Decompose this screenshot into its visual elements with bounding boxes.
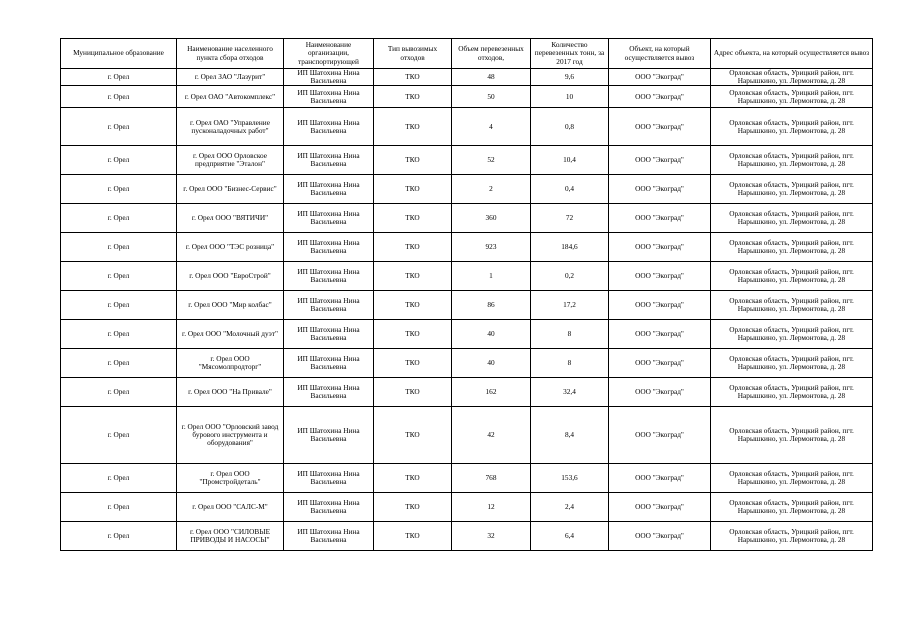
cell-tons: 10,4 <box>531 146 609 175</box>
cell-destination-object: ООО "Экоград" <box>609 291 711 320</box>
cell-waste-type: ТКО <box>374 291 452 320</box>
cell-transport-org: ИП Шатохина Нина Васильевна <box>284 86 374 108</box>
table-header-row <box>61 39 873 69</box>
cell-transport-org: ИП Шатохина Нина Васильевна <box>284 146 374 175</box>
cell-tons: 72 <box>531 204 609 233</box>
cell-waste-type: ТКО <box>374 493 452 522</box>
cell-waste-type: ТКО <box>374 69 452 86</box>
cell-volume: 4 <box>452 108 531 146</box>
cell-collection-place: г. Орел ООО "САЛС-М" <box>177 493 284 522</box>
cell-tons: 0,4 <box>531 175 609 204</box>
cell-volume: 52 <box>452 146 531 175</box>
cell-tons: 8,4 <box>531 407 609 464</box>
cell-transport-org: ИП Шатохина Нина Васильевна <box>284 349 374 378</box>
cell-municipality: г. Орел <box>61 86 177 108</box>
cell-destination-object: ООО "Экоград" <box>609 69 711 86</box>
cell-destination-address: Орловская область, Урицкий район, пгт. Нарышкино, ул. Лермонтова, д. 28 <box>711 262 873 291</box>
cell-municipality: г. Орел <box>61 522 177 551</box>
cell-collection-place: г. Орел ОАО "Автокомплекс" <box>177 86 284 108</box>
cell-municipality: г. Орел <box>61 175 177 204</box>
table-row <box>61 349 873 378</box>
cell-destination-object: ООО "Экоград" <box>609 522 711 551</box>
cell-municipality: г. Орел <box>61 69 177 86</box>
cell-municipality: г. Орел <box>61 146 177 175</box>
cell-destination-object: ООО "Экоград" <box>609 349 711 378</box>
cell-volume: 48 <box>452 69 531 86</box>
cell-transport-org: ИП Шатохина Нина Васильевна <box>284 204 374 233</box>
cell-destination-object: ООО "Экоград" <box>609 320 711 349</box>
table-row <box>61 233 873 262</box>
cell-tons: 2,4 <box>531 493 609 522</box>
table-row <box>61 108 873 146</box>
cell-destination-object: ООО "Экоград" <box>609 204 711 233</box>
cell-municipality: г. Орел <box>61 493 177 522</box>
cell-waste-type: ТКО <box>374 378 452 407</box>
header-waste-type: Тип вывозимых отходов <box>374 39 452 69</box>
cell-collection-place: г. Орел ООО "Бизнес-Сервис" <box>177 175 284 204</box>
cell-collection-place: г. Орел ООО "Промстройдеталь" <box>177 464 284 493</box>
cell-transport-org: ИП Шатохина Нина Васильевна <box>284 233 374 262</box>
cell-collection-place: г. Орел ООО "Молочный дуэт" <box>177 320 284 349</box>
cell-destination-object: ООО "Экоград" <box>609 262 711 291</box>
cell-tons: 0,8 <box>531 108 609 146</box>
cell-waste-type: ТКО <box>374 464 452 493</box>
cell-collection-place: г. Орел ООО "ТЭС розница" <box>177 233 284 262</box>
table-row <box>61 464 873 493</box>
cell-waste-type: ТКО <box>374 407 452 464</box>
table-row <box>61 69 873 86</box>
cell-transport-org: ИП Шатохина Нина Васильевна <box>284 407 374 464</box>
header-destination-address: Адрес объекта, на который осуществляется вывоз <box>711 39 873 69</box>
cell-waste-type: ТКО <box>374 204 452 233</box>
cell-collection-place: г. Орел ООО "Орловский завод бурового инструмента и оборудования" <box>177 407 284 464</box>
cell-destination-object: ООО "Экоград" <box>609 464 711 493</box>
cell-destination-address: Орловская область, Урицкий район, пгт. Нарышкино, ул. Лермонтова, д. 28 <box>711 233 873 262</box>
table-row <box>61 320 873 349</box>
cell-destination-address: Орловская область, Урицкий район, пгт. Нарышкино, ул. Лермонтова, д. 28 <box>711 86 873 108</box>
cell-tons: 9,6 <box>531 69 609 86</box>
cell-volume: 40 <box>452 320 531 349</box>
cell-destination-address: Орловская область, Урицкий район, пгт. Нарышкино, ул. Лермонтова, д. 28 <box>711 291 873 320</box>
cell-waste-type: ТКО <box>374 175 452 204</box>
cell-waste-type: ТКО <box>374 233 452 262</box>
cell-volume: 768 <box>452 464 531 493</box>
cell-volume: 1 <box>452 262 531 291</box>
cell-collection-place: г. Орел ООО "ВЯТИЧИ" <box>177 204 284 233</box>
cell-waste-type: ТКО <box>374 349 452 378</box>
table-row <box>61 522 873 551</box>
cell-waste-type: ТКО <box>374 262 452 291</box>
cell-transport-org: ИП Шатохина Нина Васильевна <box>284 291 374 320</box>
cell-destination-address: Орловская область, Урицкий район, пгт. Нарышкино, ул. Лермонтова, д. 28 <box>711 522 873 551</box>
cell-collection-place: г. Орел ЗАО "Лазурит" <box>177 69 284 86</box>
cell-municipality: г. Орел <box>61 262 177 291</box>
cell-destination-address: Орловская область, Урицкий район, пгт. Нарышкино, ул. Лермонтова, д. 28 <box>711 204 873 233</box>
cell-destination-address: Орловская область, Урицкий район, пгт. Нарышкино, ул. Лермонтова, д. 28 <box>711 69 873 86</box>
cell-waste-type: ТКО <box>374 86 452 108</box>
cell-transport-org: ИП Шатохина Нина Васильевна <box>284 493 374 522</box>
cell-destination-object: ООО "Экоград" <box>609 86 711 108</box>
cell-destination-object: ООО "Экоград" <box>609 233 711 262</box>
cell-municipality: г. Орел <box>61 233 177 262</box>
cell-destination-object: ООО "Экоград" <box>609 175 711 204</box>
cell-volume: 32 <box>452 522 531 551</box>
cell-collection-place: г. Орел ООО Орловское предприятие "Эталон" <box>177 146 284 175</box>
cell-municipality: г. Орел <box>61 378 177 407</box>
cell-tons: 6,4 <box>531 522 609 551</box>
cell-transport-org: ИП Шатохина Нина Васильевна <box>284 378 374 407</box>
table-row <box>61 291 873 320</box>
cell-volume: 923 <box>452 233 531 262</box>
cell-municipality: г. Орел <box>61 204 177 233</box>
cell-transport-org: ИП Шатохина Нина Васильевна <box>284 320 374 349</box>
cell-destination-address: Орловская область, Урицкий район, пгт. Нарышкино, ул. Лермонтова, д. 28 <box>711 464 873 493</box>
header-destination-object: Объект, на который осуществляется вывоз <box>609 39 711 69</box>
table-row <box>61 407 873 464</box>
table-row <box>61 493 873 522</box>
cell-destination-object: ООО "Экоград" <box>609 407 711 464</box>
table-row <box>61 378 873 407</box>
cell-municipality: г. Орел <box>61 407 177 464</box>
cell-collection-place: г. Орел ООО "Мир колбас" <box>177 291 284 320</box>
cell-volume: 162 <box>452 378 531 407</box>
header-transport-org: Наименование организации, транспортирующей <box>284 39 374 69</box>
cell-destination-address: Орловская область, Урицкий район, пгт. Нарышкино, ул. Лермонтова, д. 28 <box>711 175 873 204</box>
cell-tons: 17,2 <box>531 291 609 320</box>
cell-volume: 2 <box>452 175 531 204</box>
cell-destination-address: Орловская область, Урицкий район, пгт. Нарышкино, ул. Лермонтова, д. 28 <box>711 146 873 175</box>
cell-transport-org: ИП Шатохина Нина Васильевна <box>284 69 374 86</box>
cell-municipality: г. Орел <box>61 349 177 378</box>
cell-municipality: г. Орел <box>61 464 177 493</box>
cell-volume: 360 <box>452 204 531 233</box>
header-collection-place: Наименование населенного пункта сбора отходов <box>177 39 284 69</box>
cell-collection-place: г. Орел ООО "На Привале" <box>177 378 284 407</box>
cell-transport-org: ИП Шатохина Нина Васильевна <box>284 262 374 291</box>
cell-municipality: г. Орел <box>61 291 177 320</box>
cell-volume: 42 <box>452 407 531 464</box>
cell-transport-org: ИП Шатохина Нина Васильевна <box>284 108 374 146</box>
cell-destination-object: ООО "Экоград" <box>609 146 711 175</box>
cell-volume: 50 <box>452 86 531 108</box>
cell-collection-place: г. Орел ООО "Мясомолпродторг" <box>177 349 284 378</box>
cell-waste-type: ТКО <box>374 108 452 146</box>
cell-transport-org: ИП Шатохина Нина Васильевна <box>284 522 374 551</box>
table-row <box>61 204 873 233</box>
cell-collection-place: г. Орел ООО "СИЛОВЫЕ ПРИВОДЫ И НАСОСЫ" <box>177 522 284 551</box>
header-municipality: Муниципальное образование <box>61 39 177 69</box>
cell-tons: 8 <box>531 320 609 349</box>
cell-destination-address: Орловская область, Урицкий район, пгт. Нарышкино, ул. Лермонтова, д. 28 <box>711 378 873 407</box>
cell-volume: 40 <box>452 349 531 378</box>
cell-volume: 12 <box>452 493 531 522</box>
table-row <box>61 262 873 291</box>
cell-tons: 153,6 <box>531 464 609 493</box>
cell-destination-address: Орловская область, Урицкий район, пгт. Нарышкино, ул. Лермонтова, д. 28 <box>711 407 873 464</box>
cell-tons: 184,6 <box>531 233 609 262</box>
cell-destination-address: Орловская область, Урицкий район, пгт. Нарышкино, ул. Лермонтова, д. 28 <box>711 108 873 146</box>
cell-volume: 86 <box>452 291 531 320</box>
cell-destination-object: ООО "Экоград" <box>609 108 711 146</box>
cell-destination-address: Орловская область, Урицкий район, пгт. Нарышкино, ул. Лермонтова, д. 28 <box>711 320 873 349</box>
cell-destination-address: Орловская область, Урицкий район, пгт. Нарышкино, ул. Лермонтова, д. 28 <box>711 493 873 522</box>
cell-waste-type: ТКО <box>374 146 452 175</box>
table-row <box>61 146 873 175</box>
cell-tons: 10 <box>531 86 609 108</box>
header-volume: Объем перевезенных отходов, <box>452 39 531 69</box>
cell-destination-object: ООО "Экоград" <box>609 493 711 522</box>
cell-tons: 8 <box>531 349 609 378</box>
waste-removal-table <box>60 38 873 551</box>
cell-municipality: г. Орел <box>61 108 177 146</box>
cell-destination-object: ООО "Экоград" <box>609 378 711 407</box>
cell-collection-place: г. Орел ООО "ЕвроСтрой" <box>177 262 284 291</box>
header-tons: Количество перевезенных тонн, за 2017 год <box>531 39 609 69</box>
cell-transport-org: ИП Шатохина Нина Васильевна <box>284 464 374 493</box>
cell-transport-org: ИП Шатохина Нина Васильевна <box>284 175 374 204</box>
table-row <box>61 86 873 108</box>
cell-tons: 0,2 <box>531 262 609 291</box>
cell-waste-type: ТКО <box>374 320 452 349</box>
cell-municipality: г. Орел <box>61 320 177 349</box>
cell-waste-type: ТКО <box>374 522 452 551</box>
cell-destination-address: Орловская область, Урицкий район, пгт. Нарышкино, ул. Лермонтова, д. 28 <box>711 349 873 378</box>
cell-tons: 32,4 <box>531 378 609 407</box>
cell-collection-place: г. Орел ОАО "Управление пусконаладочных работ" <box>177 108 284 146</box>
table-row <box>61 175 873 204</box>
